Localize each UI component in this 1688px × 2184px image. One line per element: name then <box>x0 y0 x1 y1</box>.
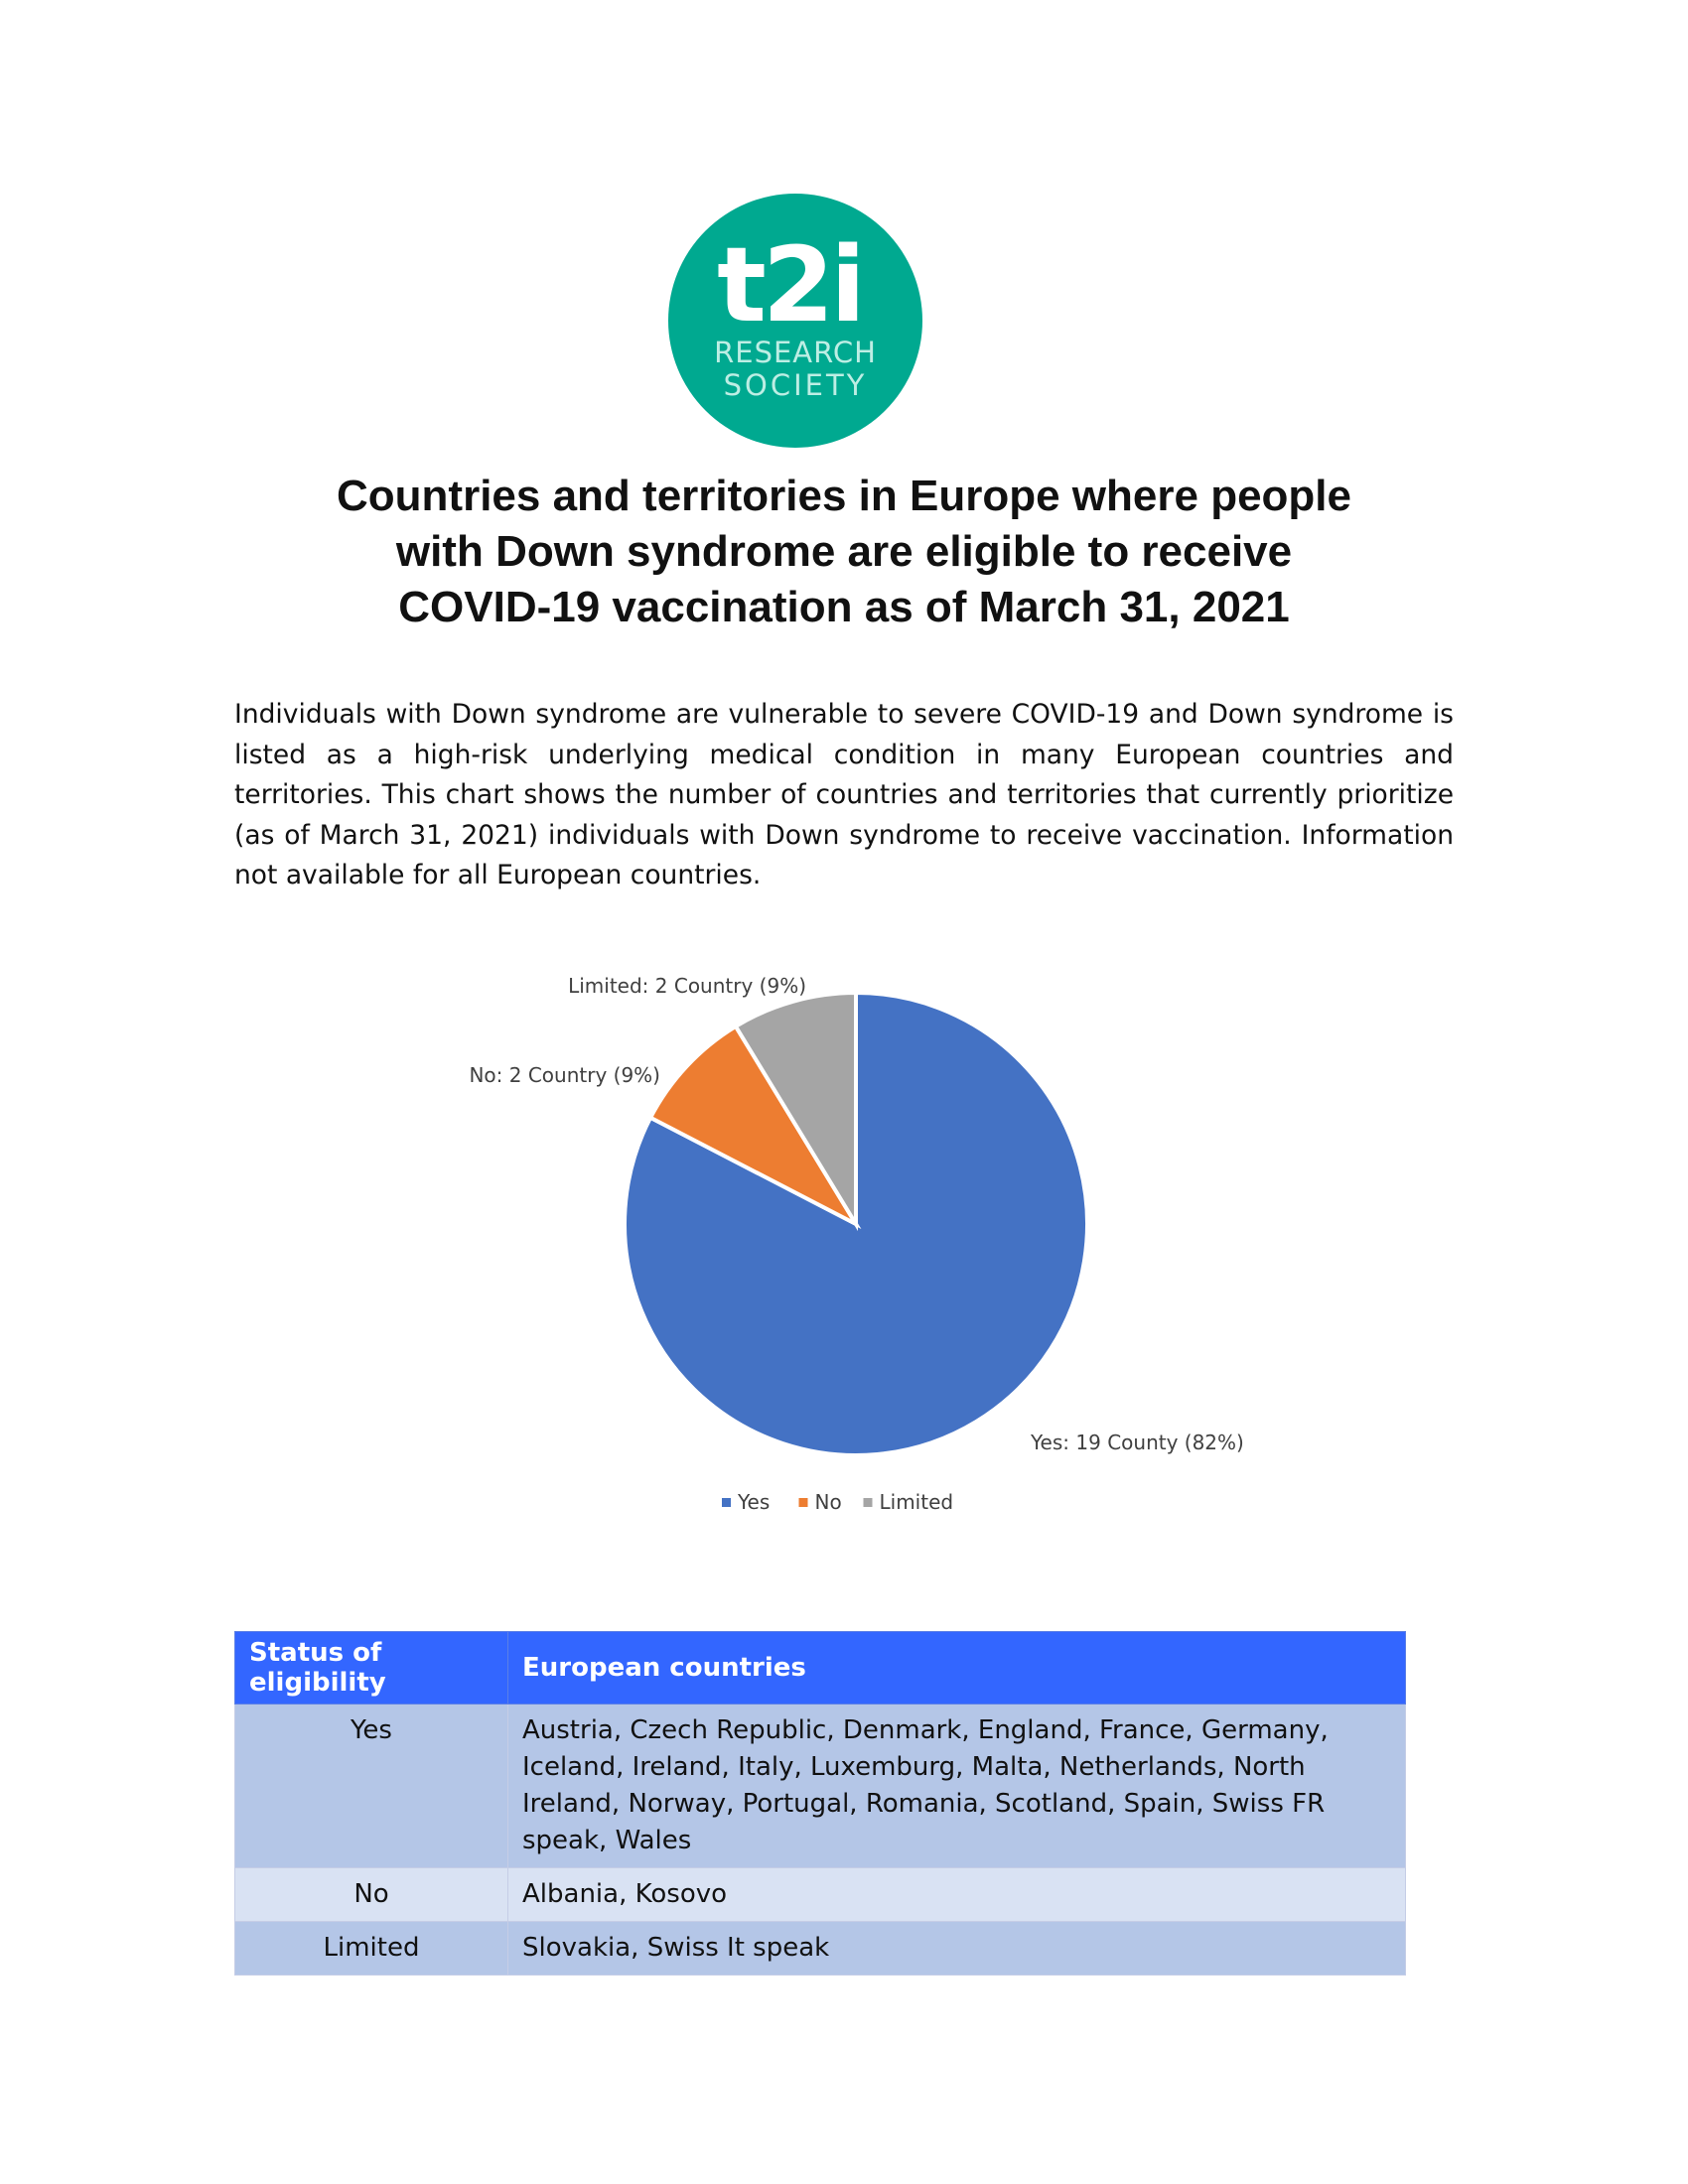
row-countries: Slovakia, Swiss It speak <box>508 1922 1406 1976</box>
legend-swatch-yes <box>722 1498 731 1507</box>
table-row-yes <box>235 1705 1406 1868</box>
title-line-2: with Down syndrome are eligible to receive <box>395 527 1293 576</box>
title-line-1: Countries and territories in Europe where people <box>337 472 1351 520</box>
header-countries: European countries <box>508 1632 1406 1705</box>
eligibility-pie-chart <box>0 893 1688 1549</box>
pie-svg <box>0 893 1688 1549</box>
intro-paragraph: Individuals with Down syndrome are vulnerable to severe COVID-19 and Down syndrome is listed as a high-risk underlying medical condition in many European countries and territories. This chart shows the number of countries and territories that currently prioritize (as of March 31, 2021) individuals with Down syndrome to receive vaccination. Information not available for all European countries. <box>234 699 1454 890</box>
legend-item-yes <box>722 1490 770 1514</box>
legend-label-yes: Yes <box>738 1490 771 1514</box>
legend-item-limited <box>864 1490 954 1514</box>
legend-item-no <box>799 1490 842 1514</box>
t2i-logo <box>668 194 922 448</box>
legend-label-no: No <box>814 1490 842 1514</box>
table-row-limited <box>235 1922 1406 1976</box>
table-row-no <box>235 1868 1406 1922</box>
logo-line2: SOCIETY <box>723 368 868 402</box>
data-label-limited: Limited: 2 Country (9%) <box>568 974 806 998</box>
legend-swatch-limited <box>864 1498 873 1507</box>
row-status: Yes <box>235 1705 508 1868</box>
data-label-no: No: 2 Country (9%) <box>469 1063 660 1087</box>
legend-swatch-no <box>799 1498 808 1507</box>
row-countries: Austria, Czech Republic, Denmark, England, France, Germany, Iceland, Ireland, Italy, Luxemburg, Malta, Netherlands, North Ireland, Norway, Portugal, Romania, Scotland, Spain, Swiss FR speak, Wales <box>508 1705 1406 1868</box>
logo-line1: RESEARCH <box>714 336 877 369</box>
data-label-yes: Yes: 19 County (82%) <box>1031 1431 1244 1454</box>
row-status: Limited <box>235 1922 508 1976</box>
title-line-3: COVID-19 vaccination as of March 31, 2021 <box>398 583 1290 631</box>
eligibility-table <box>234 1631 1406 1976</box>
page-title <box>199 469 1489 635</box>
row-countries: Albania, Kosovo <box>508 1868 1406 1922</box>
table-header-row <box>235 1632 1406 1705</box>
logo-graphic <box>668 194 922 448</box>
header-status: Status of eligibility <box>235 1632 508 1705</box>
legend-label-limited: Limited <box>879 1490 954 1514</box>
row-status: No <box>235 1868 508 1922</box>
logo-mark: t2i <box>717 224 862 345</box>
